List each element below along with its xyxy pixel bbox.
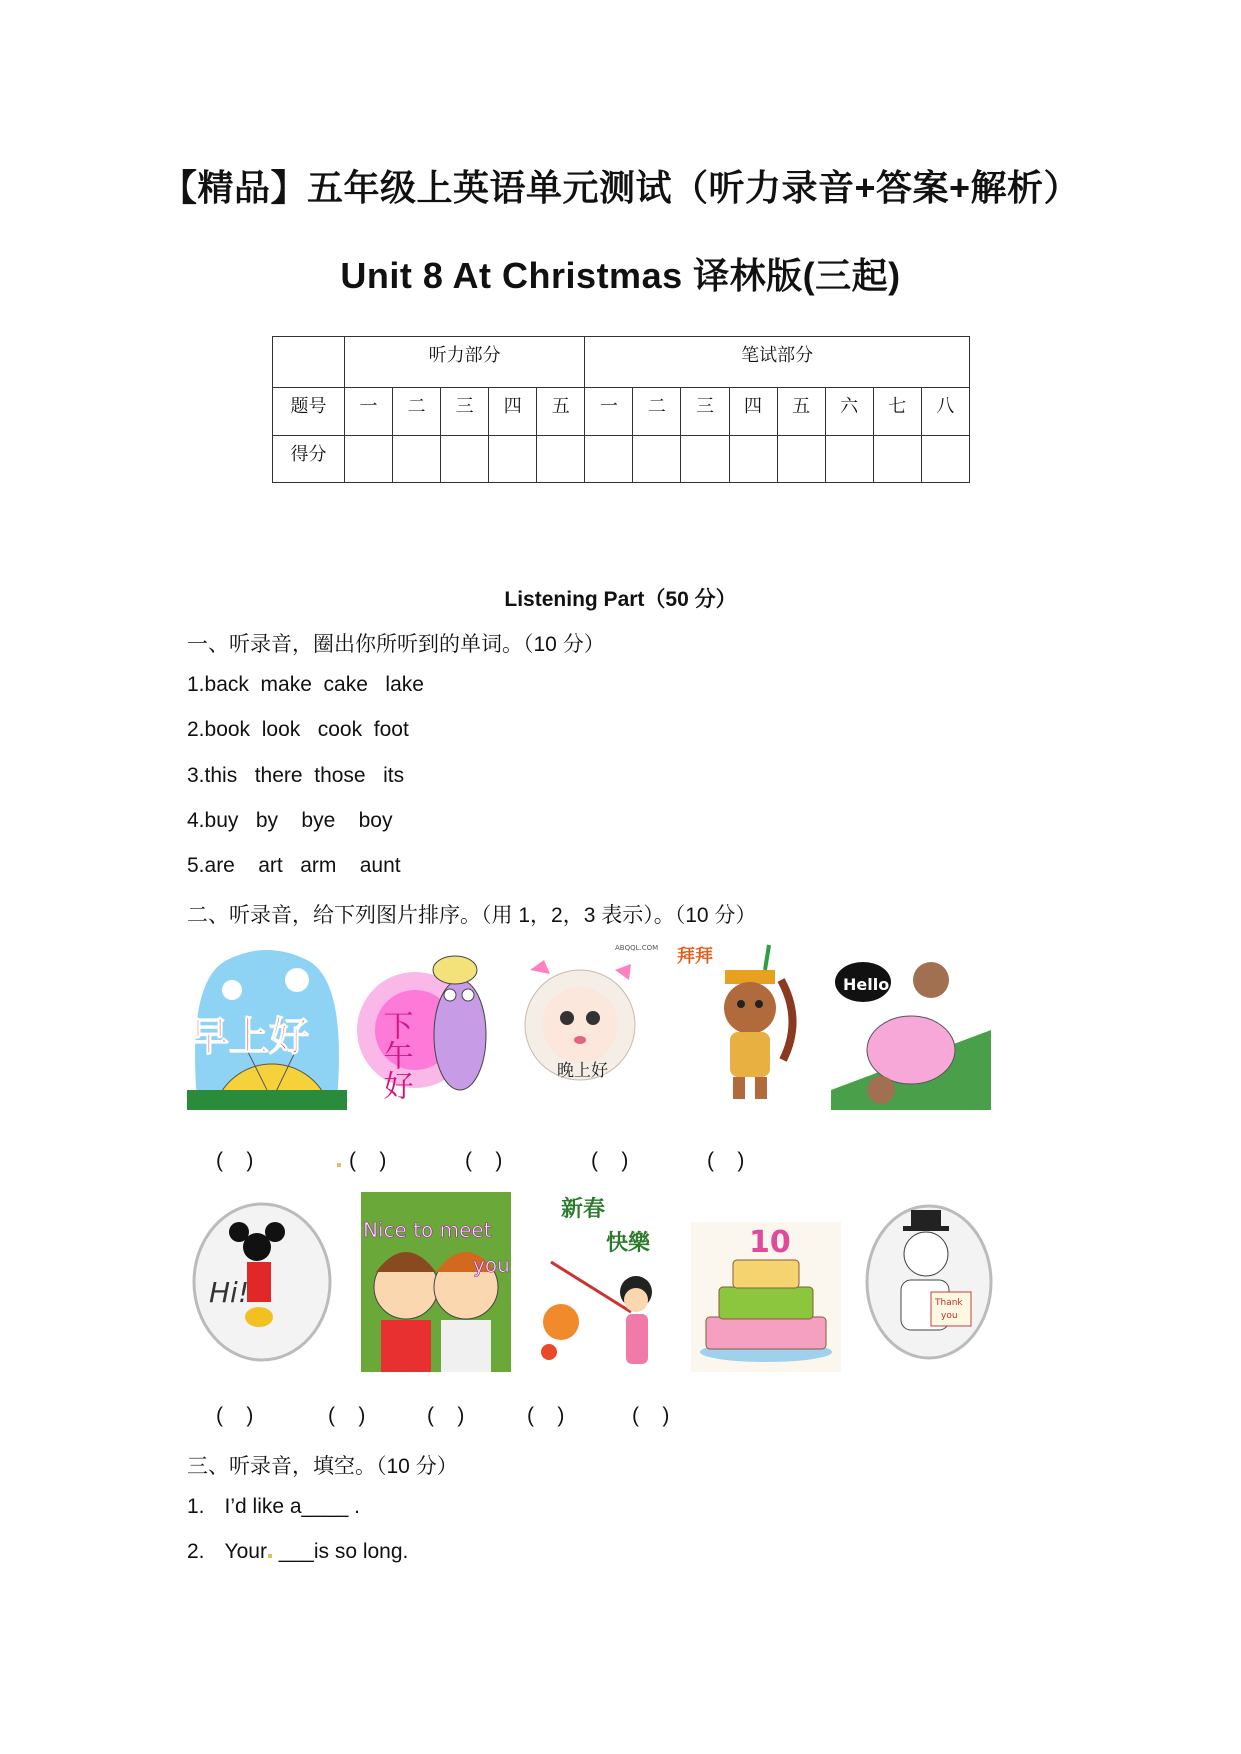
listening-part-heading: Listening Part（50 分）	[504, 588, 737, 611]
answer-slot[interactable]: ( )	[328, 1404, 366, 1427]
good-evening-picture	[515, 940, 665, 1110]
picture-label: 快樂	[606, 1231, 651, 1256]
answer-slot[interactable]: ( )	[216, 1404, 254, 1427]
q3-item-1	[187, 1495, 360, 1519]
score-cell[interactable]	[393, 435, 441, 482]
picture-label: Hello	[843, 975, 890, 994]
number-cell: 六	[825, 388, 873, 435]
q1-item: 4.buy by bye boy	[187, 809, 393, 832]
row-label-score: 得分	[273, 435, 345, 482]
hi-picture	[187, 1192, 337, 1372]
page-subtitle: Unit 8 At Christmas 译林版(三起)	[340, 255, 901, 296]
score-cell[interactable]	[777, 435, 825, 482]
picture-label: 新春	[561, 1197, 606, 1222]
item-number: 2.	[187, 1540, 205, 1563]
score-table	[272, 336, 970, 483]
written-group-header: 笔试部分	[585, 337, 970, 388]
number-cell: 二	[633, 388, 681, 435]
picture-row-1	[187, 940, 997, 1115]
score-cell[interactable]	[729, 435, 777, 482]
score-cell[interactable]	[681, 435, 729, 482]
picture-label: you	[473, 1253, 510, 1277]
score-cell[interactable]	[873, 435, 921, 482]
answer-slot[interactable]: ( )	[707, 1149, 745, 1172]
good-afternoon-picture	[355, 940, 505, 1110]
number-cell: 一	[345, 388, 393, 435]
nice-to-meet-you-picture	[361, 1192, 511, 1372]
number-cell: 四	[489, 388, 537, 435]
listening-group-header: 听力部分	[345, 337, 585, 388]
score-cell[interactable]	[537, 435, 585, 482]
number-cell: 七	[873, 388, 921, 435]
picture-label: 下午好	[377, 1010, 413, 1100]
number-cell: 三	[681, 388, 729, 435]
fill-in-sentence[interactable]: I’d like a____ .	[224, 1495, 360, 1518]
number-cell: 一	[585, 388, 633, 435]
happy-new-year-picture	[531, 1192, 671, 1372]
fill-in-sentence-end[interactable]: ___is so long.	[272, 1540, 409, 1563]
score-cell[interactable]	[825, 435, 873, 482]
table-corner-cell	[273, 337, 345, 388]
answer-slot[interactable]: ( )	[216, 1149, 254, 1172]
q1-item: 2.book look cook foot	[187, 718, 409, 741]
question-1-title: 一、听录音，圈出你所听到的单词。（10 分）	[187, 633, 605, 656]
q1-item: 1.back make cake lake	[187, 673, 424, 696]
picture-label: Hi!	[209, 1276, 250, 1309]
hello-picture	[831, 940, 991, 1110]
question-3-title: 三、听录音，填空。（10 分）	[187, 1455, 458, 1478]
number-cell: 四	[729, 388, 777, 435]
birthday-cake-picture	[691, 1192, 841, 1372]
row-label-number: 题号	[273, 388, 345, 435]
q3-item-2	[187, 1540, 408, 1564]
score-cell[interactable]	[633, 435, 681, 482]
picture-label: you	[941, 1311, 958, 1321]
answer-slot-dot	[336, 1149, 342, 1173]
answer-slot[interactable]: ( )	[591, 1149, 629, 1172]
item-number: 1.	[187, 1495, 205, 1518]
picture-label: Thank	[935, 1298, 963, 1308]
picture-label: 晚上好	[557, 1061, 608, 1081]
answer-slot[interactable]: ( )	[465, 1149, 503, 1172]
answer-slot[interactable]: ( )	[349, 1149, 387, 1172]
picture-row-2	[187, 1192, 997, 1367]
picture-label: 拜拜	[677, 946, 713, 967]
number-cell: 三	[441, 388, 489, 435]
picture-label: Nice to meet	[363, 1218, 492, 1242]
q1-item: 3.this there those its	[187, 764, 405, 787]
number-cell: 五	[777, 388, 825, 435]
answer-slot[interactable]: ( )	[527, 1404, 565, 1427]
answer-slot[interactable]: ( )	[427, 1404, 465, 1427]
good-morning-picture	[187, 940, 347, 1110]
number-cell: 八	[921, 388, 969, 435]
score-cell[interactable]	[441, 435, 489, 482]
fill-in-sentence-start: Your	[224, 1540, 267, 1563]
page-title: 【精品】五年级上英语单元测试（听力录音+答案+解析）	[160, 167, 1081, 208]
number-cell: 五	[537, 388, 585, 435]
question-2-title: 二、听录音，给下列图片排序。（用 1，2，3 表示）。（10 分）	[187, 904, 757, 927]
picture-label: 早上好	[189, 1014, 309, 1060]
goodbye-picture	[673, 940, 823, 1110]
q1-item: 5.are art arm aunt	[187, 854, 401, 877]
number-cell: 二	[393, 388, 441, 435]
score-cell[interactable]	[921, 435, 969, 482]
score-cell[interactable]	[585, 435, 633, 482]
picture-label: 10	[749, 1225, 791, 1260]
thank-you-picture	[861, 1192, 997, 1372]
site-watermark: ABQQL.COM	[615, 944, 659, 952]
score-cell[interactable]	[489, 435, 537, 482]
answer-slot[interactable]: ( )	[632, 1404, 670, 1427]
score-cell[interactable]	[345, 435, 393, 482]
